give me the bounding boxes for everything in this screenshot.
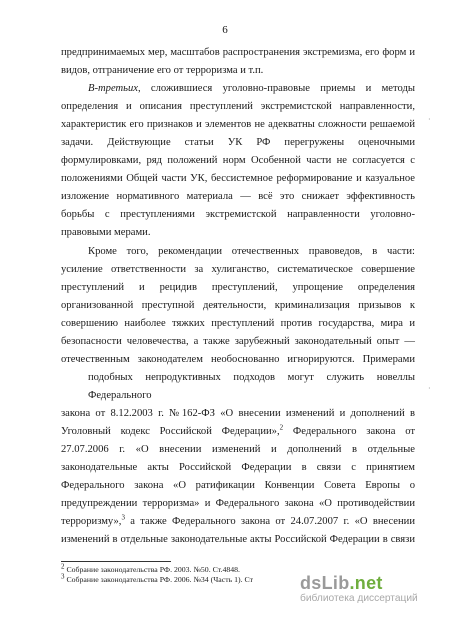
line-text: предпринимаемых мер, масштабов распространения экстремизма, его форм и bbox=[61, 47, 415, 58]
footnote-ref: 2 bbox=[279, 423, 284, 432]
line-text: Уголовный кодекс Российской Федерации», bbox=[61, 425, 280, 437]
line-text: Кроме того, рекомендации отечественных правоведов, в части: bbox=[88, 245, 415, 257]
margin-mark: · bbox=[428, 115, 431, 124]
text-line bbox=[61, 116, 415, 134]
text-line bbox=[61, 224, 415, 242]
footnote-ref: 3 bbox=[121, 513, 125, 522]
line-text: изменений в отдельные законодательные акты Российской Федерации в связи bbox=[61, 534, 415, 546]
text-line bbox=[61, 531, 415, 549]
line-text: отечественным законодателем необоснованно игнорируются. Примерами bbox=[61, 353, 415, 365]
text-line bbox=[61, 44, 415, 62]
line-text: безопасности человечества, а также зарубежный законодательный опыт — bbox=[61, 335, 415, 347]
footnote-text: Собрание законодательства РФ. 2003. №50. Ст.4848. bbox=[66, 565, 241, 574]
line-text: , сложившиеся уголовно-правовые приемы и методы bbox=[137, 83, 415, 95]
line-text: видов, отграничение его от терроризма и т.п. bbox=[61, 65, 264, 77]
line-text: характеристик его признаков и элементов не адекватны сложности решаемой bbox=[61, 119, 415, 131]
text-line bbox=[61, 134, 415, 152]
text-line bbox=[61, 279, 415, 297]
text-line bbox=[61, 297, 415, 315]
body-text bbox=[61, 44, 415, 549]
watermark-logo-main: dsLib bbox=[300, 573, 350, 593]
emphasis-text: В-третьих bbox=[88, 83, 138, 95]
line-text: закона от 8.12.2003 г. №162-ФЗ «О внесении изменений и дополнений в bbox=[61, 407, 415, 419]
line-text-continued: Федерального закона от bbox=[283, 425, 415, 437]
text-line bbox=[61, 315, 415, 333]
line-text-continued: а также Федерального закона от 24.07.2007 г. «О внесении bbox=[124, 516, 415, 528]
line-text: задачи. Действующие статьи УК РФ перегружены оценочными bbox=[61, 137, 415, 149]
text-line bbox=[61, 477, 415, 495]
text-line bbox=[61, 369, 415, 405]
text-line bbox=[61, 459, 415, 477]
line-text: Федерального закона «О ратификации Конвенции Совета Европы о bbox=[61, 480, 415, 492]
text-line bbox=[61, 243, 415, 261]
text-line bbox=[61, 441, 415, 459]
text-line bbox=[61, 423, 415, 441]
line-text: правовыми мерами. bbox=[61, 227, 151, 239]
footnote-separator bbox=[61, 561, 171, 562]
line-text: формулировками, ряд положений норм Особенной части не согласуется с bbox=[61, 155, 415, 167]
line-text: терроризму», bbox=[61, 516, 122, 528]
text-line bbox=[61, 170, 415, 188]
text-line bbox=[61, 405, 415, 423]
line-text: борьбы с преступлениями экстремистской направленности уголовно- bbox=[61, 209, 415, 221]
footnote-number: 2 bbox=[61, 562, 65, 571]
margin-mark: · bbox=[428, 384, 431, 393]
text-line bbox=[61, 188, 415, 206]
line-text: организованной преступной деятельности, криминализация призывов к bbox=[61, 299, 415, 311]
text-line bbox=[61, 98, 415, 116]
line-text: 27.07.2006 г. «О внесении изменений и дополнений в отдельные bbox=[61, 444, 415, 456]
line-text: предупреждении терроризма» и Федерального закона «О противодействии bbox=[61, 498, 415, 510]
watermark bbox=[300, 573, 440, 604]
line-text: совершению наиболее тяжких преступлений против государства, мира и bbox=[61, 317, 415, 329]
text-line bbox=[61, 333, 415, 351]
text-line bbox=[61, 261, 415, 279]
text-line bbox=[61, 206, 415, 224]
footnote-number: 3 bbox=[61, 572, 65, 581]
footnote-text: Собрание законодательства РФ. 2006. №34 (Часть 1). Ст bbox=[66, 575, 254, 584]
watermark-subtitle: библиотека диссертаций bbox=[300, 593, 418, 604]
line-text: подобных непродуктивных подходов могут служить новеллы Федерального bbox=[88, 371, 415, 401]
text-line bbox=[61, 495, 415, 513]
text-line bbox=[61, 152, 415, 170]
text-line bbox=[61, 80, 415, 98]
line-text: законодательные акты Российской Федерации в связи с принятием bbox=[61, 462, 415, 474]
line-text: положениями Общей части УК, бессистемное реформирование и казуальное bbox=[61, 173, 415, 185]
page-number: 6 bbox=[222, 24, 228, 36]
line-text: преступлений и рецидив преступлений, упрощение определения bbox=[61, 281, 415, 293]
watermark-logo bbox=[300, 573, 440, 594]
text-line bbox=[61, 62, 415, 80]
line-text: определения и описания преступлений экстремистской направленности, bbox=[61, 101, 415, 113]
text-line bbox=[61, 351, 415, 369]
text-line bbox=[61, 513, 415, 531]
line-text: изложение нормативного материала — всё это снижает эффективность bbox=[61, 191, 415, 203]
line-text: усиление ответственности за хулиганство, систематическое совершение bbox=[61, 263, 415, 275]
watermark-logo-accent: .net bbox=[349, 573, 383, 593]
